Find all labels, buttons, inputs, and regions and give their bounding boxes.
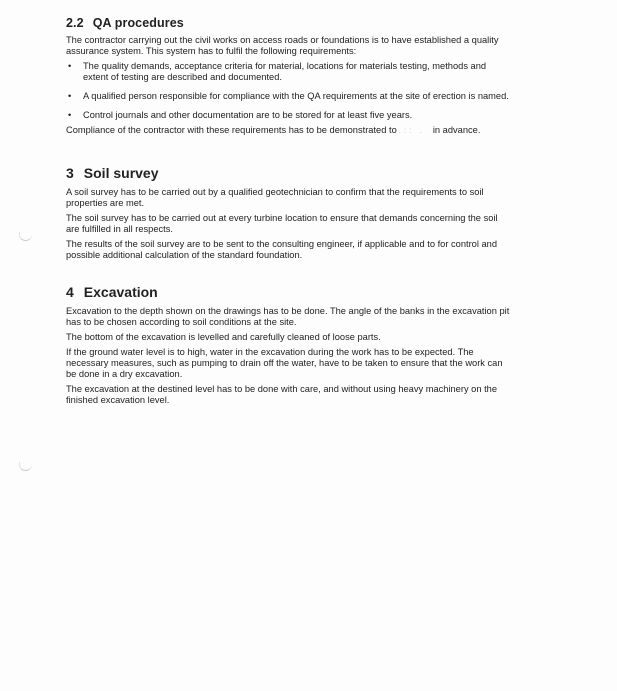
section-qa-procedures — [66, 16, 512, 136]
paragraph: Excavation to the depth shown on the drawings has to be done. The angle of the banks in the excavation pit has to be chosen according to soil conditions at the site. — [66, 306, 510, 327]
paragraph — [66, 125, 512, 136]
section-title: Soil survey — [83, 165, 159, 181]
closing-text-end: in advance. — [432, 125, 481, 135]
scan-hole-mark — [19, 462, 32, 471]
section-title: Excavation — [83, 284, 158, 300]
list-item-text: Control journals and other documentation are to be stored for at least five years. — [83, 110, 413, 120]
closing-text-start: Compliance of the contractor with these requirements has to be demonstrated to — [66, 125, 397, 135]
paragraph: The soil survey has to be carried out at every turbine location to ensure that demands concerning the soil are fulfilled in all respects. — [66, 213, 498, 234]
section-soil-survey — [66, 165, 512, 261]
section-excavation — [66, 284, 512, 406]
list-item — [66, 110, 512, 121]
section-title: QA procedures — [92, 16, 184, 30]
paragraph: A soil survey has to be carried out by a qualified geotechnician to confirm that the requirements to soil properties are met. — [66, 187, 484, 208]
paragraph: The results of the soil survey are to be sent to the consulting engineer, if applicable and to for control and possible additional calculation of the standard foundation. — [66, 239, 498, 260]
scan-hole-mark — [19, 232, 32, 241]
section-heading — [66, 16, 512, 30]
section-number: 2.2 — [66, 16, 84, 30]
paragraph: The contractor carrying out the civil works on access roads or foundations is to have established a quality assurance system. This system has to fulfil the following requirements: — [66, 35, 499, 56]
paragraph: The bottom of the excavation is levelled and carefully cleaned of loose parts. — [66, 332, 381, 342]
list-item — [66, 91, 512, 102]
list-item — [66, 61, 512, 83]
section-number: 4 — [66, 284, 74, 300]
bullet: • — [68, 91, 72, 101]
list-item-text: A qualified person responsible for compliance with the QA requirements at the site of erection is named. — [83, 91, 509, 101]
bullet: • — [68, 61, 72, 71]
section-heading — [66, 284, 512, 300]
bullet: • — [68, 110, 72, 120]
list-item-text: The quality demands, acceptance criteria for material, locations for materials testing, methods and extent of testing are described and documented. — [83, 61, 487, 82]
section-heading — [66, 165, 512, 181]
section-number: 3 — [66, 165, 74, 181]
document-body — [66, 16, 512, 410]
redaction-smudge: .:: . — [398, 126, 425, 135]
paragraph: If the ground water level is to high, water in the excavation during the work has to be expected. The necessary measures, such as pumping to drain off the water, have to be taken to ensure that the work can be done in a dry excavation. — [66, 347, 503, 379]
requirements-list — [66, 61, 512, 121]
paragraph: The excavation at the destined level has to be done with care, and without using heavy machinery on the finished excavation level. — [66, 384, 498, 405]
